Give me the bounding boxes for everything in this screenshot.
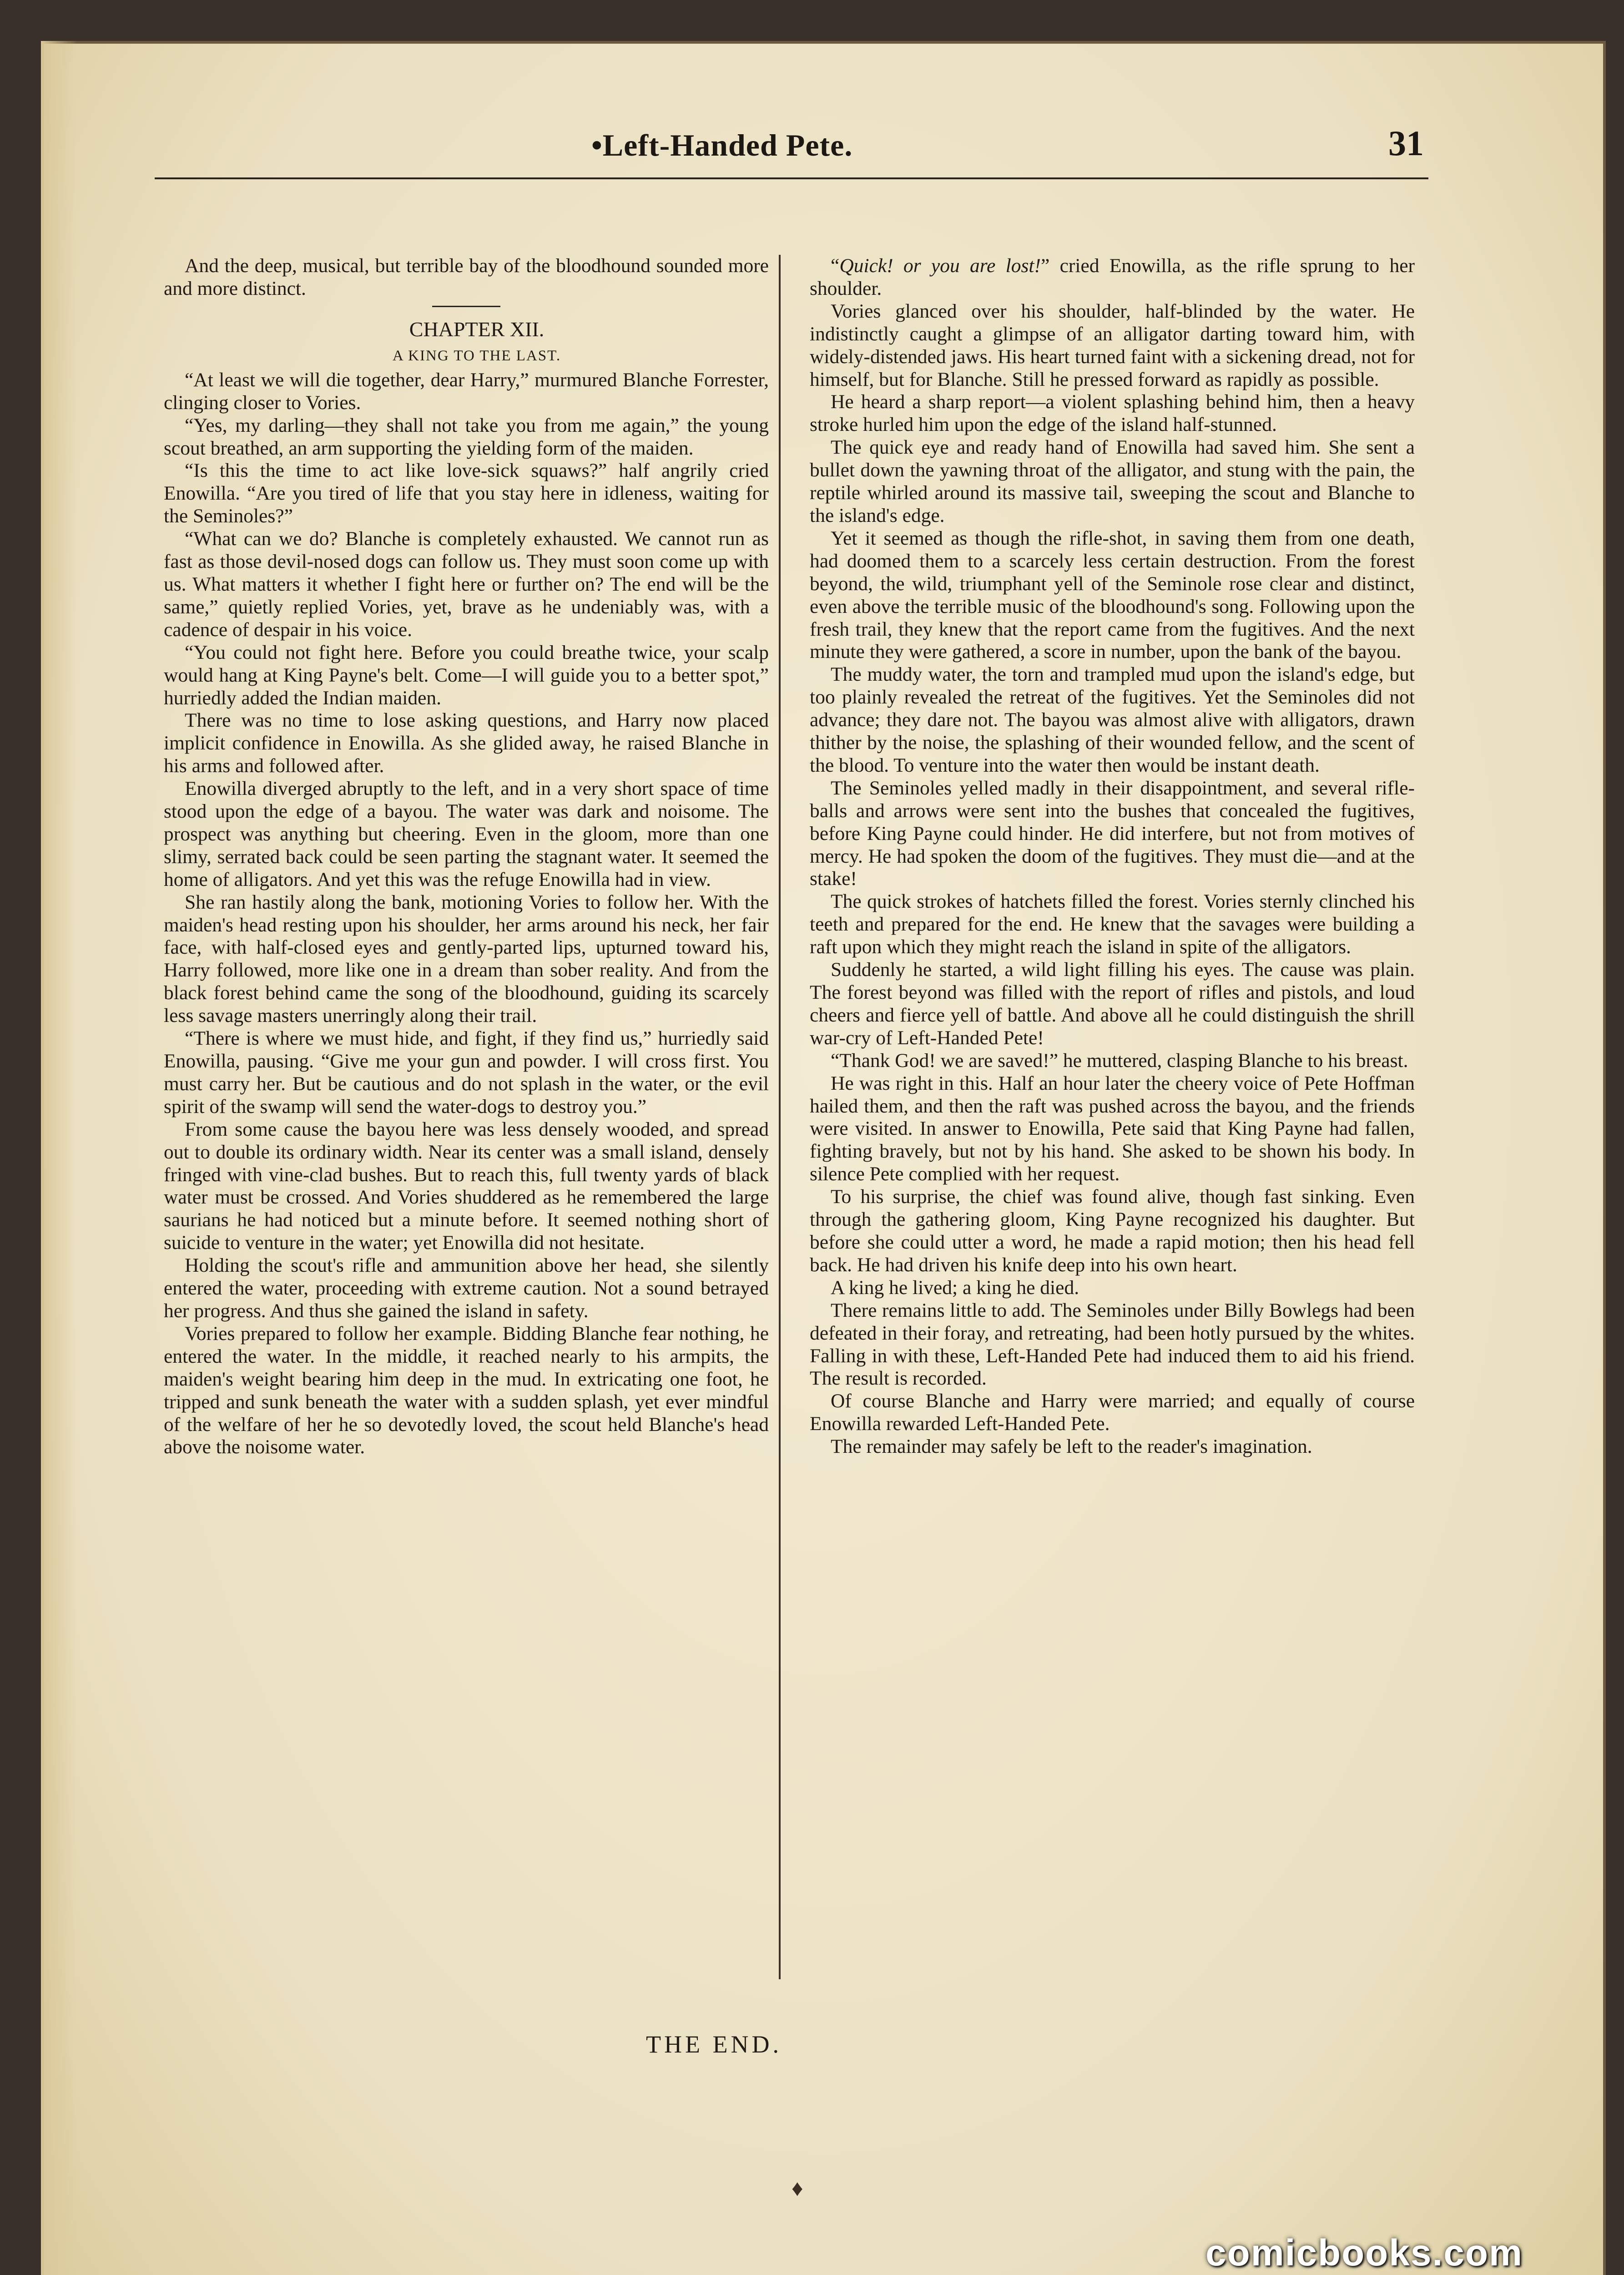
running-title: •Left-Handed Pete.: [591, 128, 853, 162]
watermark-logo: comicbooks.com: [1205, 2232, 1523, 2274]
paragraph: A king he lived; a king he died.: [831, 1276, 1079, 1299]
chapter-title: CHAPTER XII.: [409, 317, 545, 341]
chapter-divider: [432, 306, 500, 307]
paragraph: Suddenly he started, a wild light filling his eyes. The cause was plain. The forest beyond was filled with the report of rifles and pistols, and loud cheers and fierce yell of battle. And above all he could distinguish the shrill war-cry of Left-Handed Pete!: [810, 959, 1415, 1049]
paragraph: Of course Blanche and Harry were married; and equally of course Enowilla rewarded Left-Handed Pete.: [810, 1390, 1415, 1435]
column-divider: [779, 255, 781, 1979]
paragraph-continuation: ” cried Enowilla, as the rifle sprung to her shoulder.: [810, 255, 1415, 299]
page-number: 31: [1388, 123, 1424, 163]
paragraph: The quick strokes of hatchets filled the forest. Vories sternly clinched his teeth and prepared for the end. He knew that the savages were building a raft upon which they might reach the island in spite of the alligators.: [810, 890, 1415, 958]
paragraph: “There is where we must hide, and fight, if they find us,” hurriedly said Enowilla, pausing. “Give me your gun and powder. I will cross first. You must carry her. But be cautious and do not splash in the water, or the evil spirit of the swamp will send the water-dogs to destroy you.”: [164, 1027, 769, 1117]
paragraph: “Yes, my darling—they shall not take you from me again,” the young scout breathed, an arm supporting the yielding form of the maiden.: [164, 414, 769, 459]
opening-paragraph: And the deep, musical, but terrible bay of the bloodhound sounded more and more distinct.: [164, 255, 769, 299]
italic-exclamation: Quick! or you are lost!: [839, 255, 1041, 277]
paragraph: Enowilla diverged abruptly to the left, and in a very short space of time stood upon the edge of a bayou. The water was dark and noisome. The prospect was anything but cheering. Even in the gloom, more than one slimy, serrated back could be seen parting the stagnant water. It seemed the home of alligators. And yet this was the refuge Enowilla had in view.: [164, 778, 769, 890]
chapter-subtitle: A KING TO THE LAST.: [392, 347, 561, 364]
left-column: [164, 255, 769, 1459]
ornament-icon: ♦: [792, 2175, 803, 2201]
paragraph: “At least we will die together, dear Harry,” murmured Blanche Forrester, clinging closer to Vories.: [164, 369, 769, 414]
paragraph: The remainder may safely be left to the reader's imagination.: [831, 1436, 1312, 1458]
the-end-label: THE END.: [646, 2031, 782, 2058]
paragraph: “Is this the time to act like love-sick squaws?” half angrily cried Enowilla. “Are you tired of life that you stay here in idleness, waiting for the Seminoles?”: [164, 460, 769, 527]
paragraph: Vories prepared to follow her example. Bidding Blanche fear nothing, he entered the water. In the middle, it reached nearly to his armpits, the maiden's weight bearing him deep in the mud. In extricating one foot, he tripped and sunk beneath the water with a sudden splash, yet ever mindful of the welfare of her he so devotedly loved, the scout held Blanche's head above the noisome water.: [164, 1322, 769, 1458]
paragraph: He heard a sharp report—a violent splashing behind him, then a heavy stroke hurled him upon the edge of the island half-stunned.: [810, 391, 1415, 436]
paragraph: There remains little to add. The Seminoles under Billy Bowlegs had been defeated in their foray, and retreating, had been hotly pursued by the whites. Falling in with these, Left-Handed Pete had induced them to aid his friend. The result is recorded.: [810, 1299, 1415, 1390]
paragraph: Vories glanced over his shoulder, half-blinded by the water. He indistinctly caught a glimpse of an alligator darting toward him, with widely-distended jaws. His heart turned faint with a sickening dread, not for himself, but for Blanche. Still he pressed forward as rapidly as possible.: [810, 300, 1415, 390]
right-column: [810, 255, 1415, 1458]
paragraph: “Quick! or you are lost!” cried Enowilla, as the rifle sprung to her shoulder.: [810, 255, 1415, 299]
paragraph: From some cause the bayou here was less densely wooded, and spread out to double its ordinary width. Near its center was a small island, densely fringed with vine-clad bushes. But to reach this, full twenty yards of black water must be crossed. And Vories shuddered as he remembered the large saurians he had noticed but a minute before. It seemed nothing short of suicide to venture in the water; yet Enowilla did not hesitate.: [164, 1118, 769, 1254]
paragraph: “You could not fight here. Before you could breathe twice, your scalp would hang at King Payne's belt. Come—I will guide you to a better spot,” hurriedly added the Indian maiden.: [164, 641, 769, 709]
header-rule: [155, 177, 1428, 179]
paragraph: Yet it seemed as though the rifle-shot, in saving them from one death, had doomed them to a scarcely less certain destruction. From the forest beyond, the wild, triumphant yell of the Seminole rose clear and distinct, even above the terrible music of the bloodhound's song. Following upon the fresh trail, they knew that the report came from the fugitives. And the next minute they were gathered, a score in number, upon the bank of the bayou.: [810, 527, 1415, 663]
paragraph: “Thank God! we are saved!” he muttered, clasping Blanche to his breast.: [831, 1049, 1408, 1072]
paragraph: She ran hastily along the bank, motioning Vories to follow her. With the maiden's head resting upon his shoulder, her arms around his neck, her fair face, with half-closed eyes and gently-parted lips, upturned toward his, Harry followed, more like one in a dream than sober reality. And from the black forest behind came the song of the bloodhound, guiding its scarcely less savage masters unerringly along their trail.: [164, 891, 769, 1027]
paragraph: Holding the scout's rifle and ammunition above her head, she silently entered the water, proceeding with extreme caution. Not a sound betrayed her progress. And thus she gained the island in safety.: [164, 1254, 769, 1322]
paragraph: There was no time to lose asking questions, and Harry now placed implicit confidence in Enowilla. As she glided away, he raised Blanche in his arms and followed after.: [164, 709, 769, 777]
paragraph: The Seminoles yelled madly in their disappointment, and several rifle-balls and arrows were sent into the bushes that concealed the fugitives, before King Payne could hinder. He did interfere, but not from motives of mercy. He had spoken the doom of the fugitives. They must die—and at the stake!: [810, 777, 1415, 890]
paragraph: He was right in this. Half an hour later the cheery voice of Pete Hoffman hailed them, and then the raft was pushed across the bayou, and the friends were visited. In answer to Enowilla, Pete said that King Payne had fallen, fighting bravely, but not by his hand. She asked to be shown his body. In silence Pete complied with her request.: [810, 1072, 1415, 1185]
paragraph: To his surprise, the chief was found alive, though fast sinking. Even through the gathering gloom, King Payne recognized his daughter. But before she could utter a word, he made a rapid motion; then his head fell back. He had driven his knife deep into his own heart.: [810, 1186, 1415, 1276]
paragraph: The quick eye and ready hand of Enowilla had saved him. She sent a bullet down the yawning throat of the alligator, and stung with the pain, the reptile whirled around its massive tail, sweeping the scout and Blanche to the island's edge.: [810, 436, 1415, 526]
paragraph: The muddy water, the torn and trampled mud upon the island's edge, but too plainly revealed the retreat of the fugitives. Yet the Seminoles did not advance; they dare not. The bayou was almost alive with alligators, drawn thither by the noise, the splashing of their wounded fellow, and the scent of the blood. To venture into the water then would be instant death.: [810, 663, 1415, 776]
paragraph: “What can we do? Blanche is completely exhausted. We cannot run as fast as those devil-nosed dogs can follow us. They must soon come up with us. What matters it whether I fight here or further on? The end will be the same,” quietly replied Vories, yet, brave as he undeniably was, with a cadence of despair in his voice.: [164, 528, 769, 641]
